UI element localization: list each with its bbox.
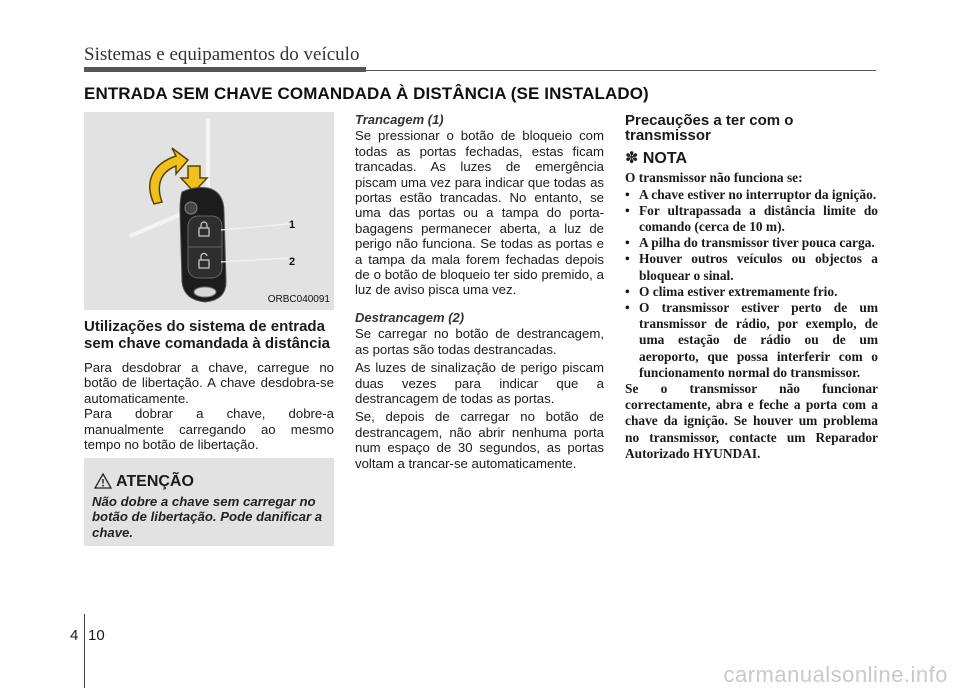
list-item: • A chave estiver no interruptor da ignição. xyxy=(625,187,878,203)
page-number: 10 xyxy=(88,627,105,644)
caution-text: Não dobre a chave sem carregar no botão de libertação. Pode danificar a chave. xyxy=(92,494,323,540)
list-item: • Houver outros veículos ou objectos a bloquear o sinal. xyxy=(625,251,878,283)
caution-title: ATENÇÃO xyxy=(116,473,194,490)
note-closing: Se o transmissor não funcionar correctamente, abra e feche a porta com a chave da ignição. Se houver um problema no transmissor, contacte um Reparador Autorizado HYUNDAI. xyxy=(625,381,878,461)
locking-paragraph: Se pressionar o botão de bloqueio com todas as portas fechadas, estas ficam trancadas. As luzes de emergência piscam uma vez para indicar que todas as portas estão trancadas. No entanto, se uma das portas ou a tampa do porta-bagagens permanecer aberta, a luz de perigo não funciona. Se todas as portas e a tampa da mala forem fechadas depois de o botão de bloqueio ter sido premido, a luz de aviso pisca uma vez. xyxy=(355,128,604,298)
figure-code: ORBC040091 xyxy=(267,293,330,305)
list-item: • O transmissor estiver perto de um transmissor de rádio, por exemplo, de uma estação de rádio ou de um aeroporto, que possa interferir com o funcionamento normal do transmissor. xyxy=(625,300,878,381)
watermark: carmanualsonline.info xyxy=(723,662,948,687)
warning-triangle-icon xyxy=(94,473,112,489)
header-rule-thick xyxy=(84,67,366,72)
right-column xyxy=(625,112,878,462)
page-header-title: Sistemas e equipamentos do veículo xyxy=(84,44,360,65)
unlocking-paragraph-3: Se, depois de carregar no botão de destrancagem, não abrir nenhuma porta num espaço de 30 segundos, as portas voltam a trancar-se automaticamente. xyxy=(355,409,604,471)
unlocking-heading: Destrancagem (2) xyxy=(355,309,465,325)
section-title: ENTRADA SEM CHAVE COMANDADA À DISTÂNCIA (SE INSTALADO) xyxy=(84,84,649,103)
list-item: • O clima estiver extremamente frio. xyxy=(625,284,878,300)
fold-paragraph: Para dobrar a chave, dobre-a manualmente carregando ao mesmo tempo no botão de libertação. xyxy=(84,406,334,453)
unlocking-paragraph-1: Se carregar no botão de destrancagem, as portas são todas destrancadas. xyxy=(355,326,604,357)
list-item: • A pilha do transmissor tiver pouca carga. xyxy=(625,235,878,251)
footer-divider xyxy=(84,614,85,688)
caution-box xyxy=(84,458,334,546)
callout-2: 2 xyxy=(289,256,296,268)
unlocking-paragraph-2: As luzes de sinalização de perigo piscam duas vezes para indicar que a destrancagem de todas as portas. xyxy=(355,360,604,406)
header-rule-thin xyxy=(366,70,876,71)
unfold-paragraph: Para desdobrar a chave, carregue no botão de libertação. A chave desdobra-se automaticamente. xyxy=(84,360,334,406)
precautions-title: Precauções a ter com o transmissor xyxy=(625,112,794,144)
usage-subtitle: Utilizações do sistema de entrada sem chave comandada à distância xyxy=(84,318,330,352)
locking-heading: Trancagem (1) xyxy=(355,112,444,127)
list-item: • For ultrapassada a distância limite do comando (cerca de 10 m). xyxy=(625,203,878,235)
folding-key-illustration xyxy=(84,112,334,310)
key-figure xyxy=(84,112,334,310)
left-column xyxy=(84,112,334,452)
middle-column xyxy=(355,112,604,471)
note-lead: O transmissor não funciona se: xyxy=(625,170,803,186)
callout-1: 1 xyxy=(289,219,296,231)
note-heading: ✽ NOTA xyxy=(625,150,687,167)
section-number: 4 xyxy=(70,627,79,644)
note-list xyxy=(625,187,878,381)
